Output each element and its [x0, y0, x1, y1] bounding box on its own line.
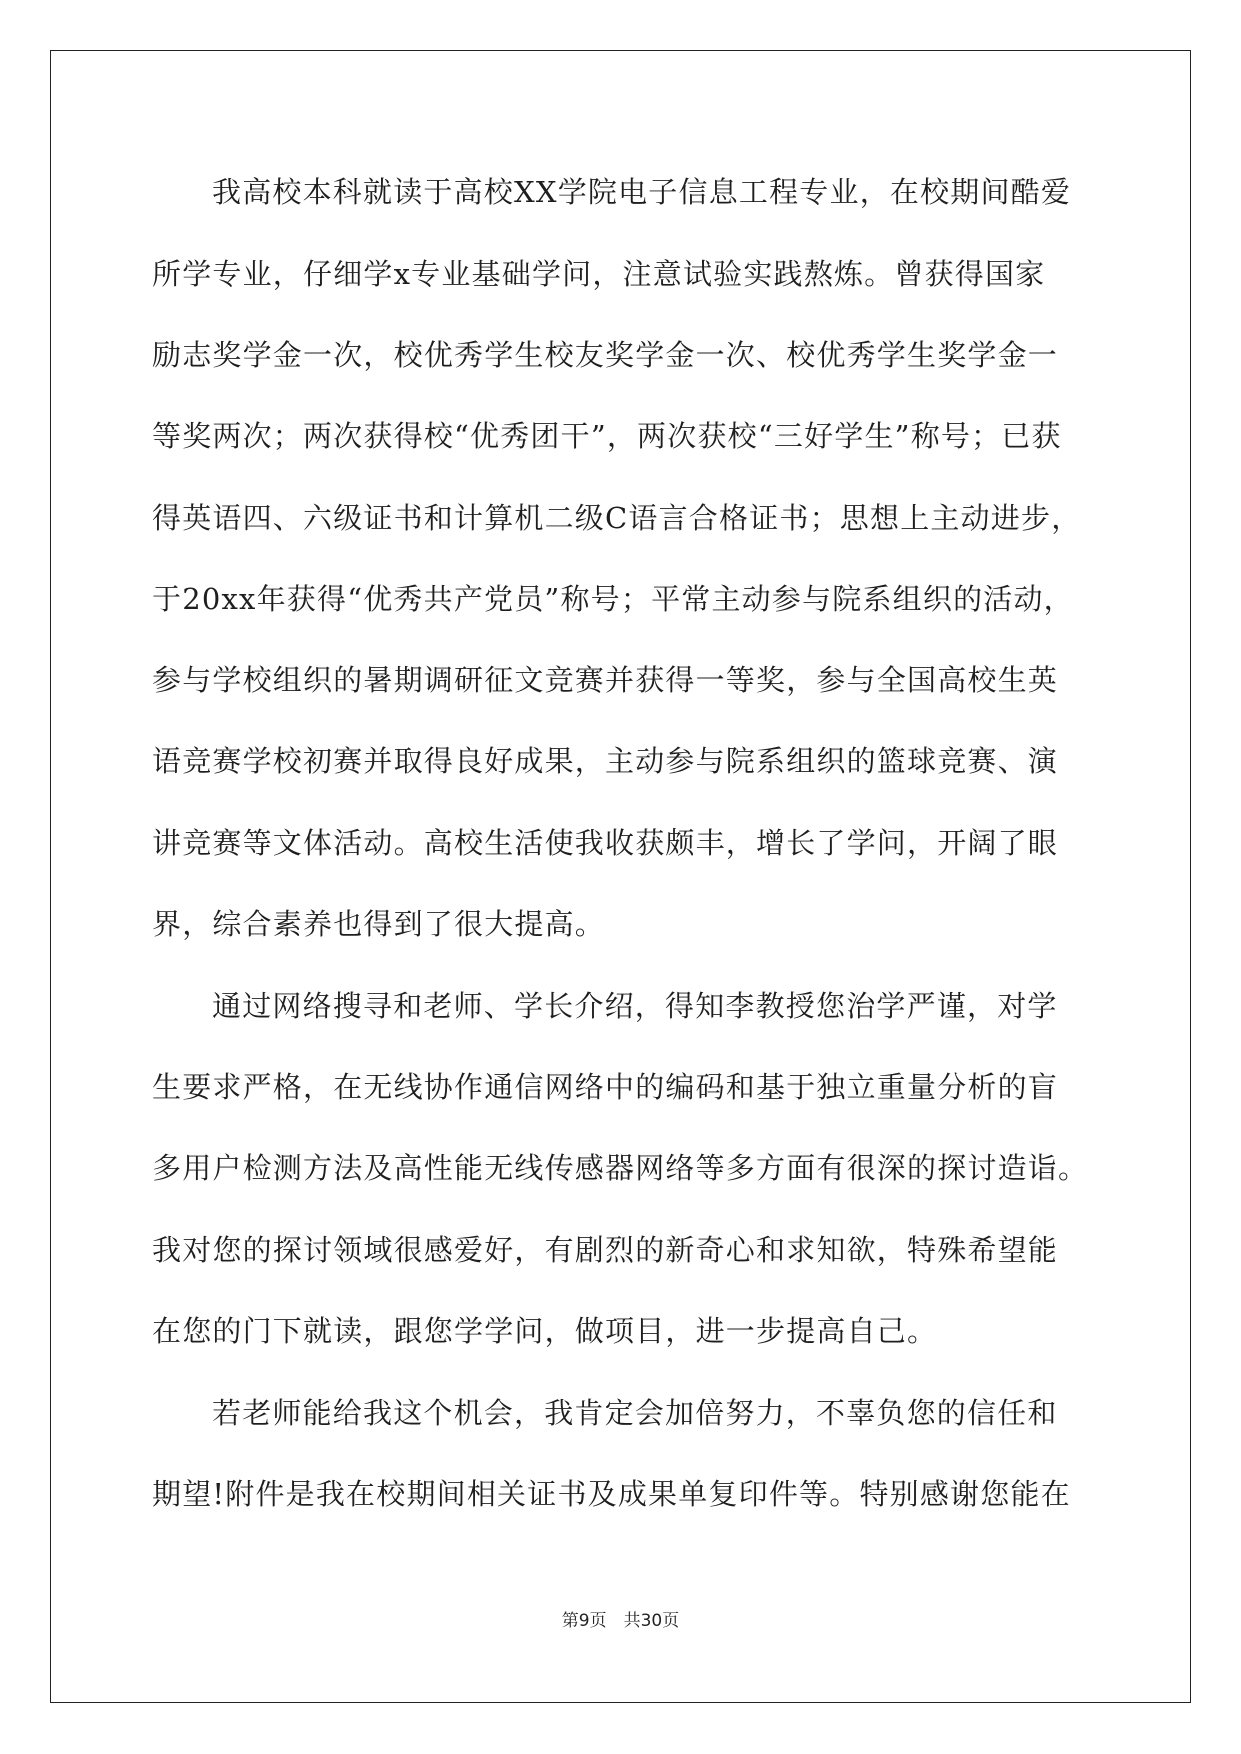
- page-border: [50, 50, 1191, 1703]
- paragraph-1-line-10: 界，综合素养也得到了很大提高。: [152, 907, 606, 941]
- paragraph-1-line-1: 我高校本科就读于高校XX学院电子信息工程专业，在校期间酷爱: [212, 175, 1072, 209]
- paragraph-3-line-2: 期望!附件是我在校期间相关证书及成果单复印件等。特别感谢您能在: [152, 1477, 1071, 1511]
- paragraph-3-line-1: 若老师能给我这个机会，我肯定会加倍努力，不辜负您的信任和: [212, 1396, 1058, 1430]
- paragraph-1-line-7: 参与学校组织的暑期调研征文竞赛并获得一等奖，参与全国高校生英: [152, 663, 1059, 697]
- paragraph-1-line-6: 于20xx年获得“优秀共产党员”称号；平常主动参与院系组织的活动，: [152, 582, 1074, 616]
- paragraph-2-line-5: 在您的门下就读，跟您学学问，做项目，进一步提高自己。: [152, 1314, 938, 1348]
- paragraph-2-line-4: 我对您的探讨领域很感爱好，有剧烈的新奇心和求知欲，特殊希望能: [152, 1233, 1059, 1267]
- paragraph-2-line-1: 通过网络搜寻和老师、学长介绍，得知李教授您治学严谨，对学: [212, 989, 1058, 1023]
- paragraph-1-line-4: 等奖两次；两次获得校“优秀团干”，两次获校“三好学生”称号；已获: [152, 419, 1062, 453]
- paragraph-1-line-9: 讲竞赛等文体活动。高校生活使我收获颇丰，增长了学问，开阔了眼: [152, 826, 1059, 860]
- paragraph-1-line-3: 励志奖学金一次，校优秀学生校友奖学金一次、校优秀学生奖学金一: [152, 338, 1059, 372]
- paragraph-2-line-3: 多用户检测方法及高性能无线传感器网络等多方面有很深的探讨造诣。: [152, 1151, 1089, 1185]
- paragraph-1-line-8: 语竞赛学校初赛并取得良好成果，主动参与院系组织的篮球竞赛、演: [152, 744, 1059, 778]
- paragraph-1-line-5: 得英语四、六级证书和计算机二级C语言合格证书；思想上主动进步，: [152, 501, 1082, 535]
- page-number: 第9页 共30页: [561, 1611, 680, 1631]
- paragraph-1-line-2: 所学专业，仔细学x专业基础学问，注意试验实践熬炼。曾获得国家: [152, 257, 1046, 291]
- paragraph-2-line-2: 生要求严格，在无线协作通信网络中的编码和基于独立重量分析的盲: [152, 1070, 1059, 1104]
